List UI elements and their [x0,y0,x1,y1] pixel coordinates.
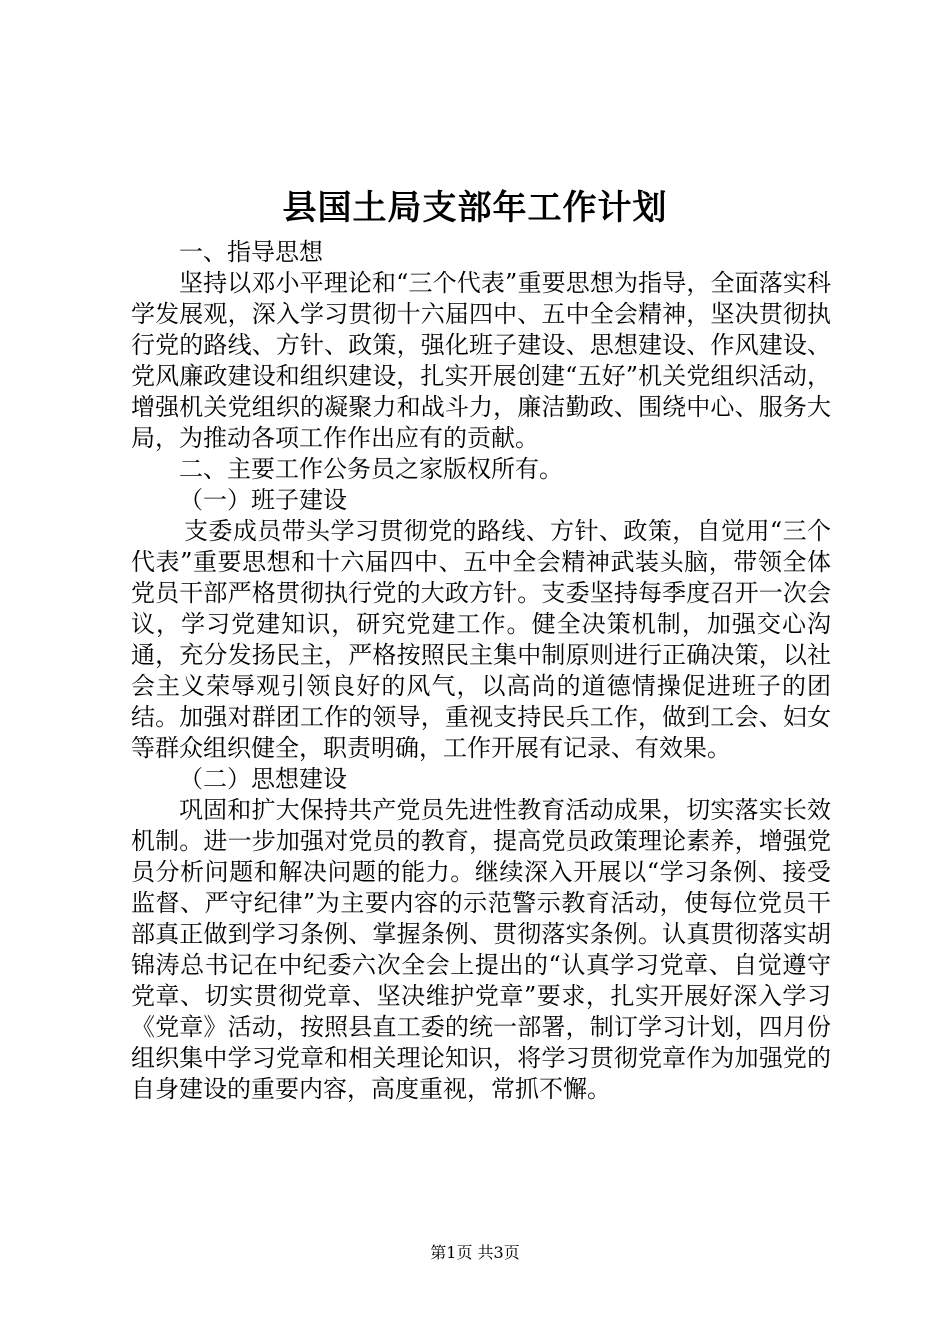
subsection-heading-team-building: （一）班子建设 [179,486,347,514]
document-body [131,237,831,1105]
subsection-heading-ideological-building: （二）思想建设 [179,765,347,793]
paragraph-guiding-thought: 坚持以邓小平理论和“三个代表”重要思想为指导，全面落实科学发展观，深入学习贯彻十六届四中、五中全会精神，坚决贯彻执行党的路线、方针、政策，强化班子建设、思想建设、作风建设、党风廉政建设和组织建设，扎实开展创建“五好”机关党组织活动，增强机关党组织的凝聚力和战斗力，廉洁勤政、围绕中心、服务大局，为推动各项工作作出应有的贡献。 [131,269,831,452]
document-title: 县国土局支部年工作计划 [282,188,668,228]
page-footer: 第1页 共3页 [430,1243,520,1262]
paragraph-team-building: 支委成员带头学习贯彻党的路线、方针、政策，自觉用“三个代表”重要思想和十六届四中、五中全会精神武装头脑，带领全体党员干部严格贯彻执行党的大政方针。支委坚持每季度召开一次会议，学习党建知识，研究党建工作。健全决策机制，加强交心沟通，充分发扬民主，严格按照民主集中制原则进行正确决策，以社会主义荣辱观引领良好的风气，以高尚的道德情操促进班子的团结。加强对群团工作的领导，重视支持民兵工作，做到工会、妇女等群众组织健全，职责明确，工作开展有记录、有效果。 [131,517,831,762]
section-heading-guiding-thought: 一、指导思想 [179,238,323,266]
paragraph-ideological-building: 巩固和扩大保持共产党员先进性教育活动成果，切实落实长效机制。进一步加强对党员的教育，提高党员政策理论素养，增强党员分析问题和解决问题的能力。继续深入开展以“学习条例、接受监督、严守纪律”为主要内容的示范警示教育活动，使每位党员干部真正做到学习条例、掌握条例、贯彻落实条例。认真贯彻落实胡锦涛总书记在中纪委六次全会上提出的“认真学习党章、自觉遵守党章、切实贯彻党章、坚决维护党章”要求，扎实开展好深入学习《党章》活动，按照县直工委的统一部署，制订学习计划，四月份组织集中学习党章和相关理论知识，将学习贯彻党章作为加强党的自身建设的重要内容，高度重视，常抓不懈。 [131,796,831,1103]
section-heading-main-work: 二、主要工作公务员之家版权所有。 [179,455,563,483]
